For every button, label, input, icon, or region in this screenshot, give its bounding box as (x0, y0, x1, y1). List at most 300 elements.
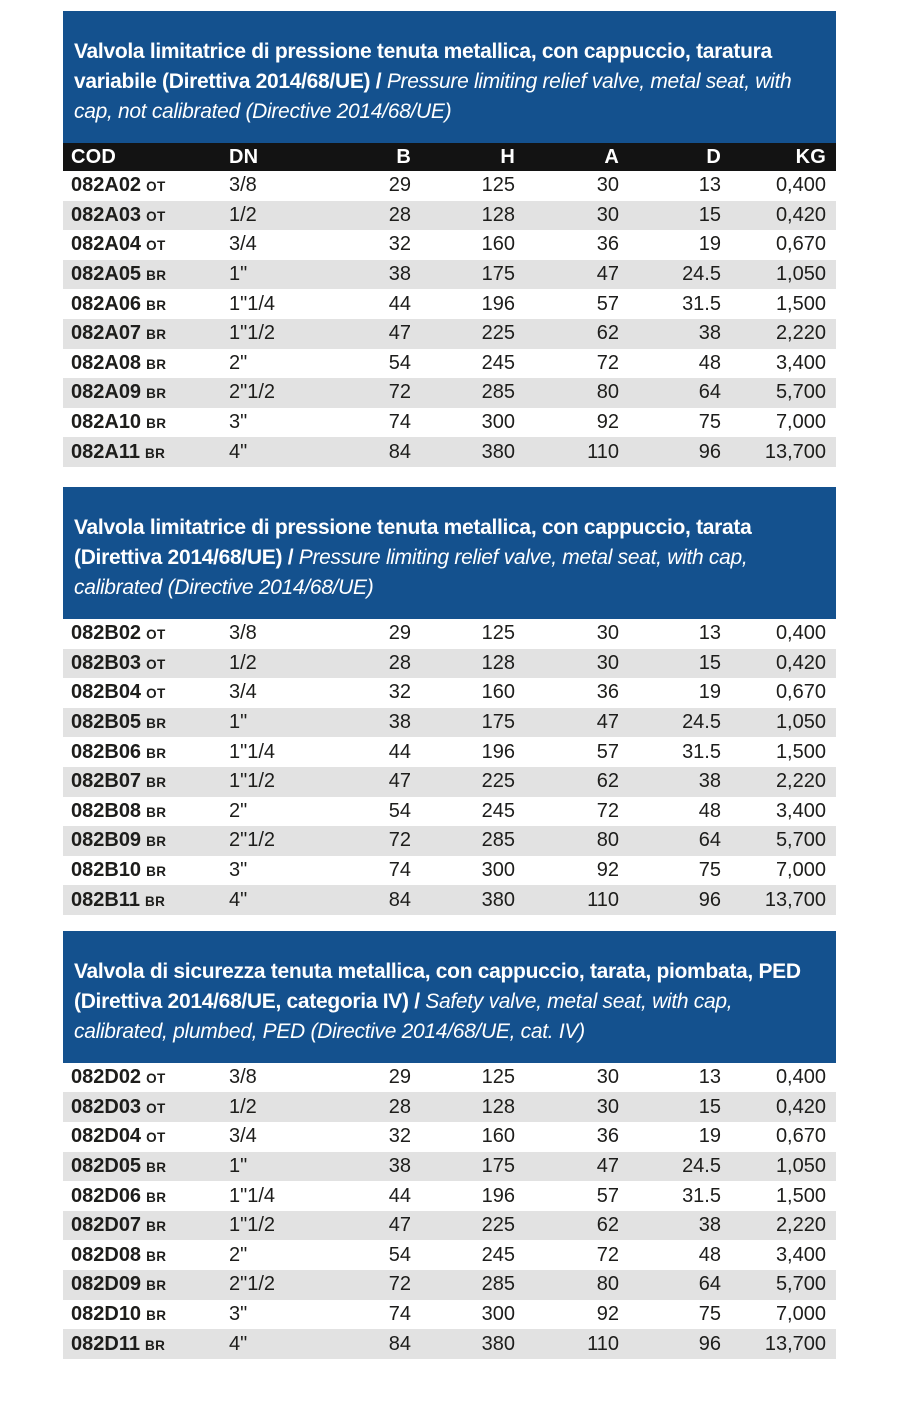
spec-table-082a (63, 143, 836, 467)
d-cell: 15 (619, 649, 721, 679)
dn-cell: 4" (229, 1329, 329, 1359)
cod-cell (63, 649, 229, 679)
dn-cell: 2"1/2 (229, 378, 329, 408)
b-cell: 74 (329, 1300, 411, 1330)
h-cell: 125 (411, 171, 515, 201)
cod-cell (63, 408, 229, 438)
material-suffix: BR (146, 268, 167, 284)
h-cell: 225 (411, 767, 515, 797)
h-cell: 300 (411, 1300, 515, 1330)
material-suffix: BR (146, 1307, 167, 1323)
section-title-banner (63, 11, 836, 143)
dn-cell: 3" (229, 408, 329, 438)
dn-cell: 1"1/4 (229, 1181, 329, 1211)
d-cell: 38 (619, 319, 721, 349)
a-cell: 36 (515, 1122, 619, 1152)
kg-cell: 1,050 (721, 260, 836, 290)
table-row (63, 201, 836, 231)
table-row (63, 1329, 836, 1359)
table-row (63, 826, 836, 856)
product-code: 082D06 (71, 1184, 142, 1207)
kg-cell: 2,220 (721, 767, 836, 797)
dn-cell: 3/8 (229, 1063, 329, 1093)
product-code: 082B09 (71, 829, 142, 852)
dn-cell: 3/4 (229, 1122, 329, 1152)
a-cell: 47 (515, 708, 619, 738)
cod-cell (63, 1063, 229, 1093)
table-row (63, 1211, 836, 1241)
cod-cell (63, 856, 229, 886)
d-cell: 31.5 (619, 289, 721, 319)
d-cell: 48 (619, 1240, 721, 1270)
table-row (63, 797, 836, 827)
b-cell: 72 (329, 1270, 411, 1300)
cod-cell (63, 349, 229, 379)
product-code: 082A11 (71, 440, 140, 463)
b-cell: 38 (329, 260, 411, 290)
cod-cell (63, 737, 229, 767)
dn-cell: 3/4 (229, 230, 329, 260)
material-suffix: OT (146, 208, 166, 224)
table-row (63, 408, 836, 438)
title-separator: / (408, 989, 426, 1013)
product-code: 082B08 (71, 799, 142, 822)
material-suffix: BR (146, 863, 167, 879)
product-code: 082A05 (71, 263, 142, 286)
section-title-english: Pressure limiting relief valve, metal seat, with cap, not calibrated (Directive 2014/68/UE) (74, 70, 792, 123)
a-cell: 57 (515, 1181, 619, 1211)
a-cell: 110 (515, 1329, 619, 1359)
material-suffix: BR (144, 445, 166, 461)
product-code: 082D02 (71, 1066, 142, 1089)
material-suffix: BR (146, 745, 167, 761)
material-suffix: BR (144, 1337, 166, 1353)
material-suffix: BR (146, 386, 167, 402)
b-cell: 84 (329, 885, 411, 915)
cod-cell (63, 201, 229, 231)
b-cell: 54 (329, 797, 411, 827)
b-cell: 54 (329, 349, 411, 379)
section-title-english: Pressure limiting relief valve, metal seat, with cap, calibrated (Directive 2014/68/UE) (74, 545, 748, 599)
product-code: 082A06 (71, 292, 142, 315)
kg-cell: 13,700 (721, 1329, 836, 1359)
h-cell: 175 (411, 1152, 515, 1182)
product-code: 082B11 (71, 888, 140, 911)
b-cell: 47 (329, 1211, 411, 1241)
table-row (63, 1300, 836, 1330)
material-suffix: BR (146, 1219, 167, 1235)
dn-cell: 1"1/4 (229, 737, 329, 767)
d-cell: 13 (619, 619, 721, 649)
table-row (63, 708, 836, 738)
h-cell: 225 (411, 319, 515, 349)
b-cell: 29 (329, 619, 411, 649)
material-suffix: BR (146, 416, 167, 432)
material-suffix: OT (146, 238, 166, 254)
dn-cell: 1" (229, 1152, 329, 1182)
b-cell: 32 (329, 1122, 411, 1152)
kg-cell: 1,050 (721, 708, 836, 738)
dn-cell: 4" (229, 885, 329, 915)
product-code: 082B05 (71, 711, 142, 734)
kg-cell: 0,400 (721, 619, 836, 649)
material-suffix: OT (146, 1100, 166, 1116)
material-suffix: BR (146, 716, 167, 732)
a-cell: 30 (515, 171, 619, 201)
product-code: 082D09 (71, 1273, 142, 1296)
a-cell: 80 (515, 378, 619, 408)
material-suffix: BR (144, 893, 166, 909)
table-row (63, 1063, 836, 1093)
d-cell: 96 (619, 437, 721, 467)
a-cell: 72 (515, 797, 619, 827)
a-cell: 62 (515, 1211, 619, 1241)
b-cell: 32 (329, 230, 411, 260)
d-cell: 13 (619, 1063, 721, 1093)
material-suffix: OT (146, 656, 166, 672)
cod-cell (63, 260, 229, 290)
dn-cell: 3" (229, 1300, 329, 1330)
kg-cell: 0,670 (721, 1122, 836, 1152)
cod-cell (63, 1152, 229, 1182)
cod-cell (63, 826, 229, 856)
h-cell: 160 (411, 230, 515, 260)
col-header-kg: KG (721, 143, 836, 171)
dn-cell: 1"1/2 (229, 1211, 329, 1241)
h-cell: 128 (411, 649, 515, 679)
kg-cell: 13,700 (721, 885, 836, 915)
table-row (63, 1270, 836, 1300)
d-cell: 75 (619, 408, 721, 438)
product-code: 082D03 (71, 1095, 142, 1118)
b-cell: 32 (329, 678, 411, 708)
dn-cell: 2"1/2 (229, 826, 329, 856)
cod-cell (63, 1270, 229, 1300)
product-code: 082D08 (71, 1243, 142, 1266)
table-row (63, 885, 836, 915)
material-suffix: BR (146, 1189, 167, 1205)
a-cell: 110 (515, 885, 619, 915)
material-suffix: OT (146, 179, 166, 195)
table-row (63, 1092, 836, 1122)
h-cell: 160 (411, 1122, 515, 1152)
table-row (63, 1240, 836, 1270)
table-row (63, 1152, 836, 1182)
d-cell: 24.5 (619, 708, 721, 738)
dn-cell: 1/2 (229, 1092, 329, 1122)
d-cell: 24.5 (619, 1152, 721, 1182)
h-cell: 125 (411, 1063, 515, 1093)
h-cell: 160 (411, 678, 515, 708)
product-code: 082A04 (71, 233, 142, 256)
a-cell: 30 (515, 619, 619, 649)
product-section-limiting-calibrated (63, 487, 836, 915)
kg-cell: 0,670 (721, 678, 836, 708)
h-cell: 196 (411, 737, 515, 767)
kg-cell: 7,000 (721, 1300, 836, 1330)
cod-cell (63, 1211, 229, 1241)
col-header-a: A (515, 143, 619, 171)
cod-cell (63, 767, 229, 797)
b-cell: 44 (329, 737, 411, 767)
section-title-banner (63, 487, 836, 619)
a-cell: 62 (515, 767, 619, 797)
spec-table-082d (63, 1063, 836, 1359)
cod-cell (63, 230, 229, 260)
b-cell: 84 (329, 1329, 411, 1359)
b-cell: 28 (329, 649, 411, 679)
col-header-b: B (329, 143, 411, 171)
table-row (63, 289, 836, 319)
b-cell: 84 (329, 437, 411, 467)
h-cell: 380 (411, 1329, 515, 1359)
product-code: 082B07 (71, 770, 142, 793)
h-cell: 300 (411, 408, 515, 438)
product-code: 082B04 (71, 681, 142, 704)
col-header-h: H (411, 143, 515, 171)
cod-cell (63, 619, 229, 649)
kg-cell: 0,400 (721, 1063, 836, 1093)
spec-table-082b (63, 619, 836, 915)
a-cell: 110 (515, 437, 619, 467)
h-cell: 285 (411, 826, 515, 856)
table-row (63, 767, 836, 797)
table-row (63, 378, 836, 408)
b-cell: 44 (329, 1181, 411, 1211)
product-code: 082D04 (71, 1125, 142, 1148)
cod-cell (63, 1240, 229, 1270)
catalog-page (63, 11, 836, 1359)
b-cell: 74 (329, 856, 411, 886)
dn-cell: 2" (229, 349, 329, 379)
product-code: 082A10 (71, 411, 142, 434)
h-cell: 196 (411, 1181, 515, 1211)
cod-cell (63, 1329, 229, 1359)
h-cell: 285 (411, 378, 515, 408)
cod-cell (63, 1122, 229, 1152)
d-cell: 64 (619, 378, 721, 408)
section-title-italian: Valvola di sicurezza tenuta metallica, con cappuccio, tarata, piombata, PED (Direttiva 2014/68/UE, categoria IV) (74, 959, 801, 1013)
dn-cell: 1" (229, 260, 329, 290)
d-cell: 19 (619, 678, 721, 708)
a-cell: 47 (515, 1152, 619, 1182)
table-row (63, 619, 836, 649)
h-cell: 380 (411, 437, 515, 467)
d-cell: 64 (619, 1270, 721, 1300)
material-suffix: BR (146, 804, 167, 820)
dn-cell: 3/8 (229, 171, 329, 201)
a-cell: 80 (515, 1270, 619, 1300)
table-row (63, 678, 836, 708)
product-code: 082B02 (71, 622, 142, 645)
cod-cell (63, 1300, 229, 1330)
h-cell: 128 (411, 1092, 515, 1122)
dn-cell: 3/8 (229, 619, 329, 649)
kg-cell: 0,420 (721, 1092, 836, 1122)
h-cell: 285 (411, 1270, 515, 1300)
col-header-dn: DN (229, 143, 329, 171)
h-cell: 225 (411, 1211, 515, 1241)
product-code: 082A07 (71, 322, 142, 345)
kg-cell: 3,400 (721, 349, 836, 379)
table-row (63, 319, 836, 349)
title-separator: / (282, 545, 299, 569)
h-cell: 380 (411, 885, 515, 915)
product-code: 082D05 (71, 1154, 142, 1177)
b-cell: 29 (329, 171, 411, 201)
kg-cell: 3,400 (721, 797, 836, 827)
d-cell: 38 (619, 1211, 721, 1241)
product-section-safety-valve (63, 931, 836, 1359)
h-cell: 245 (411, 797, 515, 827)
dn-cell: 1"1/2 (229, 767, 329, 797)
dn-cell: 3/4 (229, 678, 329, 708)
d-cell: 15 (619, 1092, 721, 1122)
b-cell: 29 (329, 1063, 411, 1093)
section-title-italian: Valvola limitatrice di pressione tenuta metallica, con cappuccio, tarata (Direttiva 2014/68/UE) (74, 515, 752, 569)
material-suffix: OT (146, 686, 166, 702)
kg-cell: 1,500 (721, 289, 836, 319)
dn-cell: 1/2 (229, 201, 329, 231)
material-suffix: BR (146, 327, 167, 343)
cod-cell (63, 678, 229, 708)
h-cell: 300 (411, 856, 515, 886)
a-cell: 92 (515, 1300, 619, 1330)
table-row (63, 856, 836, 886)
b-cell: 28 (329, 1092, 411, 1122)
material-suffix: BR (146, 1278, 167, 1294)
d-cell: 64 (619, 826, 721, 856)
d-cell: 75 (619, 856, 721, 886)
kg-cell: 0,670 (721, 230, 836, 260)
kg-cell: 1,500 (721, 1181, 836, 1211)
dn-cell: 2" (229, 1240, 329, 1270)
kg-cell: 1,500 (721, 737, 836, 767)
product-code: 082B10 (71, 858, 142, 881)
kg-cell: 13,700 (721, 437, 836, 467)
dn-cell: 1"1/4 (229, 289, 329, 319)
b-cell: 28 (329, 201, 411, 231)
a-cell: 30 (515, 1092, 619, 1122)
kg-cell: 5,700 (721, 1270, 836, 1300)
dn-cell: 3" (229, 856, 329, 886)
product-code: 082A02 (71, 174, 142, 197)
product-section-limiting-not-calibrated (63, 11, 836, 467)
product-code: 082A03 (71, 203, 142, 226)
d-cell: 96 (619, 1329, 721, 1359)
cod-cell (63, 171, 229, 201)
table-row (63, 349, 836, 379)
dn-cell: 1" (229, 708, 329, 738)
table-row (63, 260, 836, 290)
a-cell: 72 (515, 1240, 619, 1270)
b-cell: 72 (329, 378, 411, 408)
a-cell: 36 (515, 230, 619, 260)
a-cell: 36 (515, 678, 619, 708)
d-cell: 24.5 (619, 260, 721, 290)
col-header-d: D (619, 143, 721, 171)
cod-cell (63, 797, 229, 827)
material-suffix: BR (146, 297, 167, 313)
cod-cell (63, 378, 229, 408)
title-separator: / (370, 70, 387, 93)
dn-cell: 2"1/2 (229, 1270, 329, 1300)
dn-cell: 4" (229, 437, 329, 467)
h-cell: 125 (411, 619, 515, 649)
kg-cell: 3,400 (721, 1240, 836, 1270)
product-code: 082D07 (71, 1214, 142, 1237)
kg-cell: 7,000 (721, 856, 836, 886)
section-title-italian: Valvola limitatrice di pressione tenuta metallica, con cappuccio, taratura variabile (Direttiva 2014/68/UE) (74, 40, 772, 93)
d-cell: 75 (619, 1300, 721, 1330)
cod-cell (63, 289, 229, 319)
a-cell: 30 (515, 1063, 619, 1093)
cod-cell (63, 1181, 229, 1211)
h-cell: 196 (411, 289, 515, 319)
b-cell: 54 (329, 1240, 411, 1270)
kg-cell: 5,700 (721, 378, 836, 408)
d-cell: 19 (619, 1122, 721, 1152)
table-row (63, 737, 836, 767)
product-code: 082D10 (71, 1302, 142, 1325)
a-cell: 92 (515, 408, 619, 438)
section-title-banner (63, 931, 836, 1063)
kg-cell: 0,420 (721, 649, 836, 679)
b-cell: 44 (329, 289, 411, 319)
h-cell: 175 (411, 708, 515, 738)
kg-cell: 0,420 (721, 201, 836, 231)
product-code: 082B03 (71, 651, 142, 674)
material-suffix: OT (146, 627, 166, 643)
kg-cell: 5,700 (721, 826, 836, 856)
material-suffix: OT (146, 1071, 166, 1087)
a-cell: 47 (515, 260, 619, 290)
kg-cell: 7,000 (721, 408, 836, 438)
a-cell: 72 (515, 349, 619, 379)
table-row (63, 171, 836, 201)
d-cell: 19 (619, 230, 721, 260)
cod-cell (63, 1092, 229, 1122)
product-code: 082A08 (71, 351, 142, 374)
cod-cell (63, 437, 229, 467)
d-cell: 38 (619, 767, 721, 797)
a-cell: 62 (515, 319, 619, 349)
d-cell: 48 (619, 797, 721, 827)
material-suffix: BR (146, 1159, 167, 1175)
table-row (63, 1181, 836, 1211)
material-suffix: BR (146, 356, 167, 372)
d-cell: 96 (619, 885, 721, 915)
a-cell: 30 (515, 649, 619, 679)
dn-cell: 2" (229, 797, 329, 827)
d-cell: 31.5 (619, 737, 721, 767)
cod-cell (63, 885, 229, 915)
col-header-cod: COD (63, 143, 229, 171)
kg-cell: 2,220 (721, 319, 836, 349)
table-row (63, 230, 836, 260)
h-cell: 175 (411, 260, 515, 290)
section-title-english: Safety valve, metal seat, with cap, calibrated, plumbed, PED (Directive 2014/68/UE, cat. IV) (74, 989, 733, 1043)
table-row (63, 649, 836, 679)
a-cell: 80 (515, 826, 619, 856)
h-cell: 245 (411, 349, 515, 379)
product-code: 082D11 (71, 1332, 140, 1355)
a-cell: 92 (515, 856, 619, 886)
b-cell: 74 (329, 408, 411, 438)
product-code: 082A09 (71, 381, 142, 404)
d-cell: 31.5 (619, 1181, 721, 1211)
cod-cell (63, 708, 229, 738)
